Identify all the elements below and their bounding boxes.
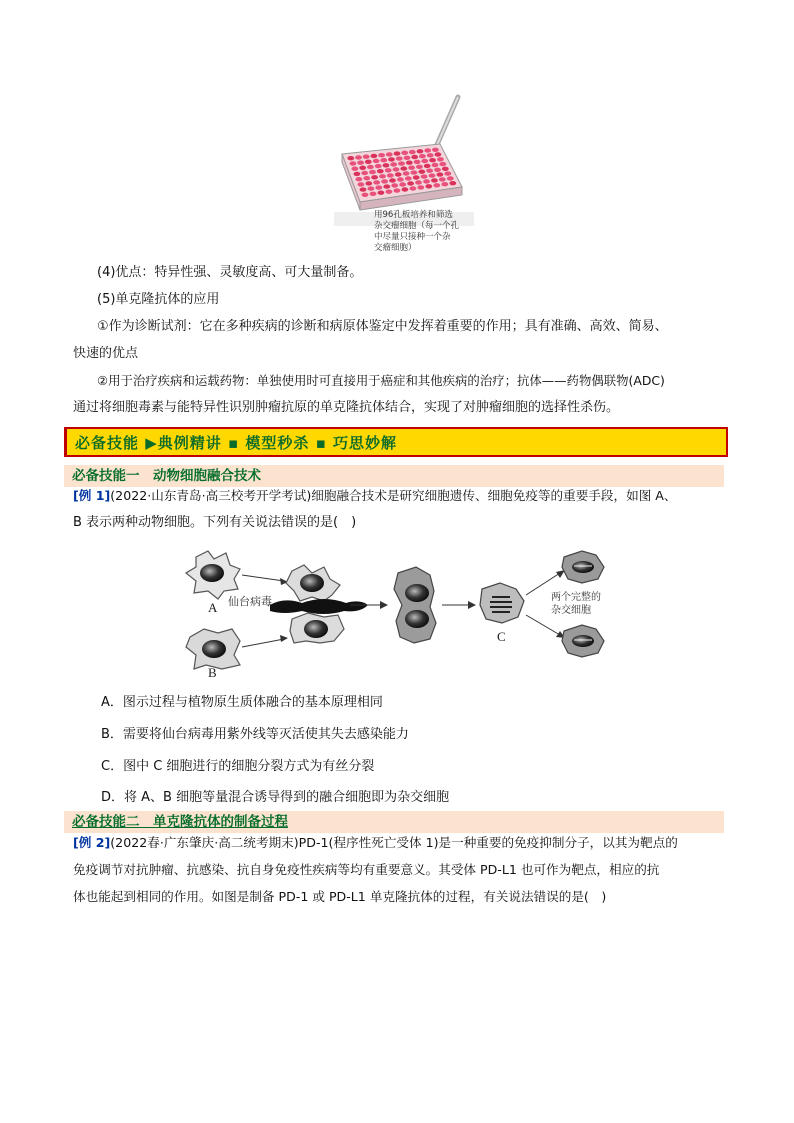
plate-well: [417, 185, 424, 189]
option-d[interactable]: D．将 A、B 细胞等量混合诱导得到的融合细胞即为杂交细胞: [101, 790, 450, 805]
plate-well: [435, 152, 442, 156]
plate-well: [365, 181, 372, 185]
plate-well: [397, 177, 404, 181]
plate-well: [437, 157, 444, 161]
caption-line: 交瘤细胞）: [374, 243, 417, 253]
plate-well: [432, 163, 439, 167]
plate-well: [419, 154, 426, 158]
plate-well: [417, 149, 424, 153]
virus-label: 仙台病毒: [228, 595, 272, 608]
plate-well: [373, 159, 380, 163]
plate-well: [421, 159, 428, 163]
example2-line2: 免疫调节对抗肿瘤、抗感染、抗自身免疫性疾病等均有重要意义。其受体 PD-L1 也可作为靶点，相应的抗: [73, 862, 660, 877]
plate-well: [405, 176, 412, 180]
example1-line1: [73, 487, 677, 505]
plate-well: [394, 151, 401, 155]
plate-well: [442, 167, 449, 171]
example2-line3: 体也能起到相同的作用。如图是制备 PD-1 或 PD-L1 单克隆抗体的过程，有关说法错误的是( ): [73, 889, 607, 904]
plate-well: [391, 183, 398, 187]
plate-well: [426, 169, 433, 173]
plate-well: [414, 160, 421, 164]
plate-well: [408, 166, 415, 170]
plate-well: [429, 173, 436, 177]
application-1-line2: 快速的优点: [73, 346, 139, 361]
plate-well: [395, 172, 402, 176]
plate-well: [363, 176, 370, 180]
plate-well: [378, 191, 385, 195]
example2-text: (2022春·广东肇庆·高二统考期末)PD-1(程序性死亡受体 1)是一种重要的免疫抑制分子，以其为靶点的: [110, 835, 678, 850]
plate-well: [370, 192, 377, 196]
result-label-line1: 两个完整的: [551, 592, 601, 603]
plate-well: [415, 180, 422, 184]
skill1-title: 必备技能一 动物细胞融合技术: [72, 468, 261, 484]
label-c: C: [497, 629, 506, 644]
plate-well: [354, 172, 361, 176]
plate-well: [390, 162, 397, 166]
example1-text: (2022·山东青岛·高三校考开学考试)细胞融合技术是研究细胞遗传、细胞免疫等的重要手段，如图 A、: [110, 488, 677, 503]
result-label-line2: 杂交细胞: [551, 605, 591, 616]
plate-well: [355, 155, 362, 159]
banner-text: 必备技能 ▶典例精讲 ▪ 模型秒杀 ▪ 巧思妙解: [75, 433, 397, 452]
plate-well: [427, 153, 434, 157]
option-c[interactable]: C．图中 C 细胞进行的细胞分裂方式为有丝分裂: [101, 759, 375, 774]
skill2-title: 必备技能二 单克隆抗体的制备过程: [72, 814, 288, 830]
plate-well: [431, 178, 438, 182]
plate-well: [373, 180, 380, 184]
plate-well: [416, 165, 423, 169]
plate-well: [423, 179, 430, 183]
plate-well: [357, 161, 364, 165]
plate-well: [360, 187, 367, 191]
application-2-line2: 通过将细胞毒素与能特异性识别肿瘤抗原的单克隆抗体结合，实现了对肿瘤细胞的选择性杀伤。: [73, 400, 620, 415]
cell-fusion-figure: [184, 543, 614, 680]
plate-well: [358, 182, 365, 186]
plate-well: [424, 164, 431, 168]
plate-well: [401, 151, 408, 155]
plate-well: [411, 170, 418, 174]
plate-well: [400, 166, 407, 170]
plate-well: [383, 184, 390, 188]
plate-well: [398, 161, 405, 165]
application-1-line1: ①作为诊断试剂：它在多种疾病的诊断和病原体鉴定中发挥着重要的作用；具有准确、高效、简易、: [97, 319, 668, 334]
plate-well: [385, 168, 392, 172]
plate-well: [380, 158, 387, 162]
plate-well: [437, 172, 444, 176]
plate-well: [359, 166, 366, 170]
plate-well: [439, 177, 446, 181]
plate-well: [399, 182, 406, 186]
plate-well: [439, 162, 446, 166]
plate-well: [368, 186, 375, 190]
plate-well: [375, 185, 382, 189]
plate-well: [402, 187, 409, 191]
plate-well: [424, 148, 431, 152]
plate-well: [406, 161, 413, 165]
plate-well: [386, 190, 393, 194]
plate-well: [363, 155, 370, 159]
plate-well: [383, 163, 390, 167]
skill1-heading: [64, 465, 724, 487]
plate-well: [356, 177, 363, 181]
plate-well: [409, 150, 416, 154]
plate-well: [432, 148, 439, 152]
plate-well: [403, 171, 410, 175]
plate-well: [404, 156, 411, 160]
plate-well: [418, 170, 425, 174]
example2-tag: [例 2]: [73, 835, 111, 850]
plate-well: [447, 176, 454, 180]
plate-well: [352, 167, 359, 171]
example2-line1: [73, 834, 678, 852]
plate-well: [425, 184, 432, 188]
application-2-line1: ②用于治疗疾病和运载药物：单独使用时可直接用于癌症和其他疾病的治疗；抗体——药物偶联物(ADC): [97, 373, 665, 388]
plate-well: [347, 156, 354, 160]
plate-well: [386, 152, 393, 156]
example1-line2: B 表示两种动物细胞。下列有关说法错误的是( ): [73, 515, 357, 530]
plate-well: [407, 181, 414, 185]
advantage-text: (4)优点：特异性强、灵敏度高、可大量制备。: [97, 265, 363, 280]
option-a[interactable]: A．图示过程与植物原生质体融合的基本原理相同: [101, 695, 383, 710]
plate-well: [381, 179, 388, 183]
plate-well: [413, 175, 420, 179]
plate-well: [378, 153, 385, 157]
label-b: B: [208, 665, 217, 680]
plate-well: [350, 161, 357, 165]
plate-well: [441, 182, 448, 186]
plate-well: [365, 160, 372, 164]
plate-well: [411, 155, 418, 159]
plate-well: [449, 181, 456, 185]
skills-banner: [64, 427, 728, 457]
plate-well: [371, 175, 378, 179]
plate-well: [444, 171, 451, 175]
caption-line: 中尽量只接种一个杂: [374, 232, 451, 242]
plate-well: [396, 156, 403, 160]
plate-well: [421, 174, 428, 178]
plate-well: [393, 167, 400, 171]
caption-line: 杂交瘤细胞（每一个孔: [374, 221, 460, 231]
caption-line: 用96孔板培养和筛选: [374, 210, 453, 220]
option-b[interactable]: B．需要将仙台病毒用紫外线等灭活使其失去感染能力: [101, 727, 409, 742]
well-plate-caption: [374, 210, 474, 254]
plate-well: [394, 188, 401, 192]
plate-well: [433, 183, 440, 187]
plate-well: [371, 154, 378, 158]
plate-well: [429, 158, 436, 162]
plate-well: [375, 164, 382, 168]
plate-well: [377, 169, 384, 173]
plate-well: [434, 168, 441, 172]
plate-well: [387, 173, 394, 177]
plate-well: [362, 193, 369, 197]
plate-well: [369, 170, 376, 174]
skill2-heading: [64, 811, 724, 833]
plate-well: [367, 165, 374, 169]
label-a: A: [208, 600, 218, 615]
application-title: (5)单克隆抗体的应用: [97, 292, 220, 307]
plate-well: [361, 171, 368, 175]
plate-well: [379, 174, 386, 178]
plate-well: [388, 157, 395, 161]
example1-tag: [例 1]: [73, 488, 111, 503]
plate-well: [389, 178, 396, 182]
plate-well: [410, 186, 417, 190]
